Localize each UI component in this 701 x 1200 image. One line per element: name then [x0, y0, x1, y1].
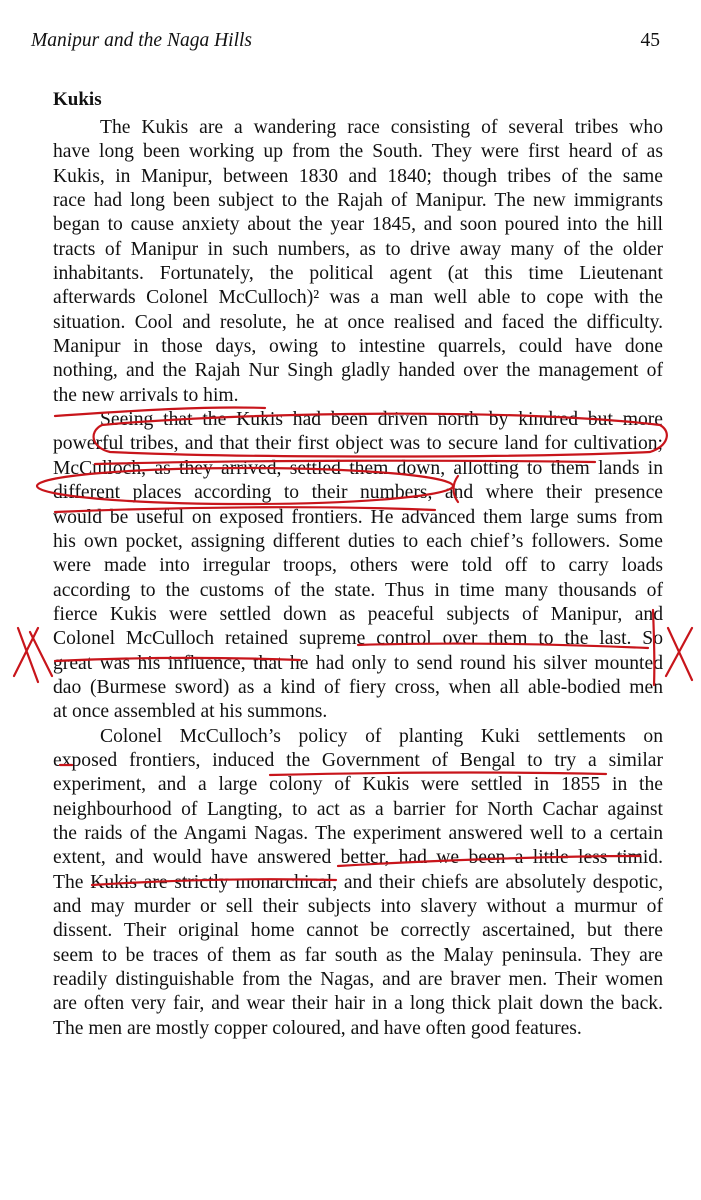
- text-line: Manipur in those days, owing to intestine quarrels, could have done: [53, 336, 663, 358]
- text-line: McCulloch, as they arrived, settled them down, allotting to them lands in: [53, 457, 663, 479]
- annotation-x-mark: [14, 628, 38, 682]
- text-line: neighbourhood of Langting, to act as a barrier for North Cachar against: [53, 798, 663, 820]
- text-line: the new arrivals to him.: [53, 384, 239, 406]
- text-line: readily distinguishable from the Nagas, and are braver men. Their women: [53, 969, 663, 991]
- text-line: the raids of the Angami Nagas. The experiment answered well to a certain: [53, 822, 663, 844]
- text-line: nothing, and the Rajah Nur Singh gladly handed over the management of: [53, 360, 663, 382]
- text-line: situation. Cool and resolute, he at once realised and faced the difficulty.: [53, 311, 663, 333]
- text-line: tracts of Manipur in such numbers, as to drive away many of the older: [53, 238, 663, 260]
- text-line: Kukis, in Manipur, between 1830 and 1840; though tribes of the same: [53, 165, 663, 187]
- text-line: dao (Burmese sword) as a kind of fiery cross, when all able-bodied men: [53, 676, 663, 698]
- text-line: The men are mostly copper coloured, and have often good features.: [53, 1017, 582, 1039]
- text-line: Colonel McCulloch retained supreme control over them to the last. So: [53, 628, 663, 650]
- text-line: The Kukis are a wandering race consisting of several tribes who: [100, 117, 663, 138]
- text-line: The Kukis are strictly monarchical, and their chiefs are absolutely despotic,: [53, 871, 663, 893]
- text-line: at once assembled at his summons.: [53, 701, 328, 723]
- text-line: Seeing that the Kukis had been driven north by kindred but more: [100, 409, 663, 431]
- text-line: powerful tribes, and that their first object was to secure land for cultivation;: [53, 433, 663, 455]
- text-line: began to cause anxiety about the year 1845, and soon poured into the hill: [53, 214, 663, 236]
- text-line: extent, and would have answered better, had we been a little less timid.: [53, 847, 663, 869]
- text-line: seem to be traces of them as far south as the Malay peninsula. They are: [53, 944, 663, 966]
- text-line: Colonel McCulloch’s policy of planting Kuki settlements on: [100, 725, 663, 747]
- text-line: fierce Kukis were settled down as peaceful subjects of Manipur, and: [53, 603, 663, 625]
- text-line: would be useful on exposed frontiers. He advanced them large sums from: [53, 506, 663, 528]
- text-line: experiment, and a large colony of Kukis were settled in 1855 in the: [53, 774, 663, 796]
- text-line: race had long been subject to the Rajah of Manipur. The new immigrants: [53, 190, 663, 212]
- page-number: 45: [640, 30, 660, 51]
- text-line: according to the customs of the state. Thus in time many thousands of: [53, 579, 663, 601]
- running-head: Manipur and the Naga Hills: [31, 30, 253, 51]
- text-line: inhabitants. Fortunately, the political agent (at this time Lieutenant: [53, 263, 663, 285]
- section-heading: Kukis: [53, 89, 102, 110]
- text-line: dissent. Their original home cannot be correctly ascertained, but there: [53, 920, 663, 942]
- text-line: his own pocket, assigning different duties to each chief’s followers. Some: [53, 530, 663, 552]
- text-line: have long been working up from the South. They were first heard of as: [53, 141, 663, 163]
- text-line: were made into irregular troops, others were told off to carry loads: [53, 555, 663, 577]
- text-line: are often very fair, and wear their hair in a long thick plait down the back.: [53, 993, 663, 1015]
- text-line: different places according to their numbers, and where their presence: [53, 482, 663, 504]
- text-line: exposed frontiers, induced the Government of Bengal to try a similar: [53, 749, 663, 771]
- body-text: [53, 116, 663, 1041]
- annotation-x-mark: [666, 628, 692, 680]
- text-line: and may murder or sell their subjects into slavery without a murmur of: [53, 896, 663, 917]
- annotation-x-mark: [30, 632, 52, 676]
- text-line: great was his influence, that he had only to send round his silver mounted: [53, 652, 663, 674]
- text-line: afterwards Colonel McCulloch)² was a man well able to cope with the: [53, 287, 663, 309]
